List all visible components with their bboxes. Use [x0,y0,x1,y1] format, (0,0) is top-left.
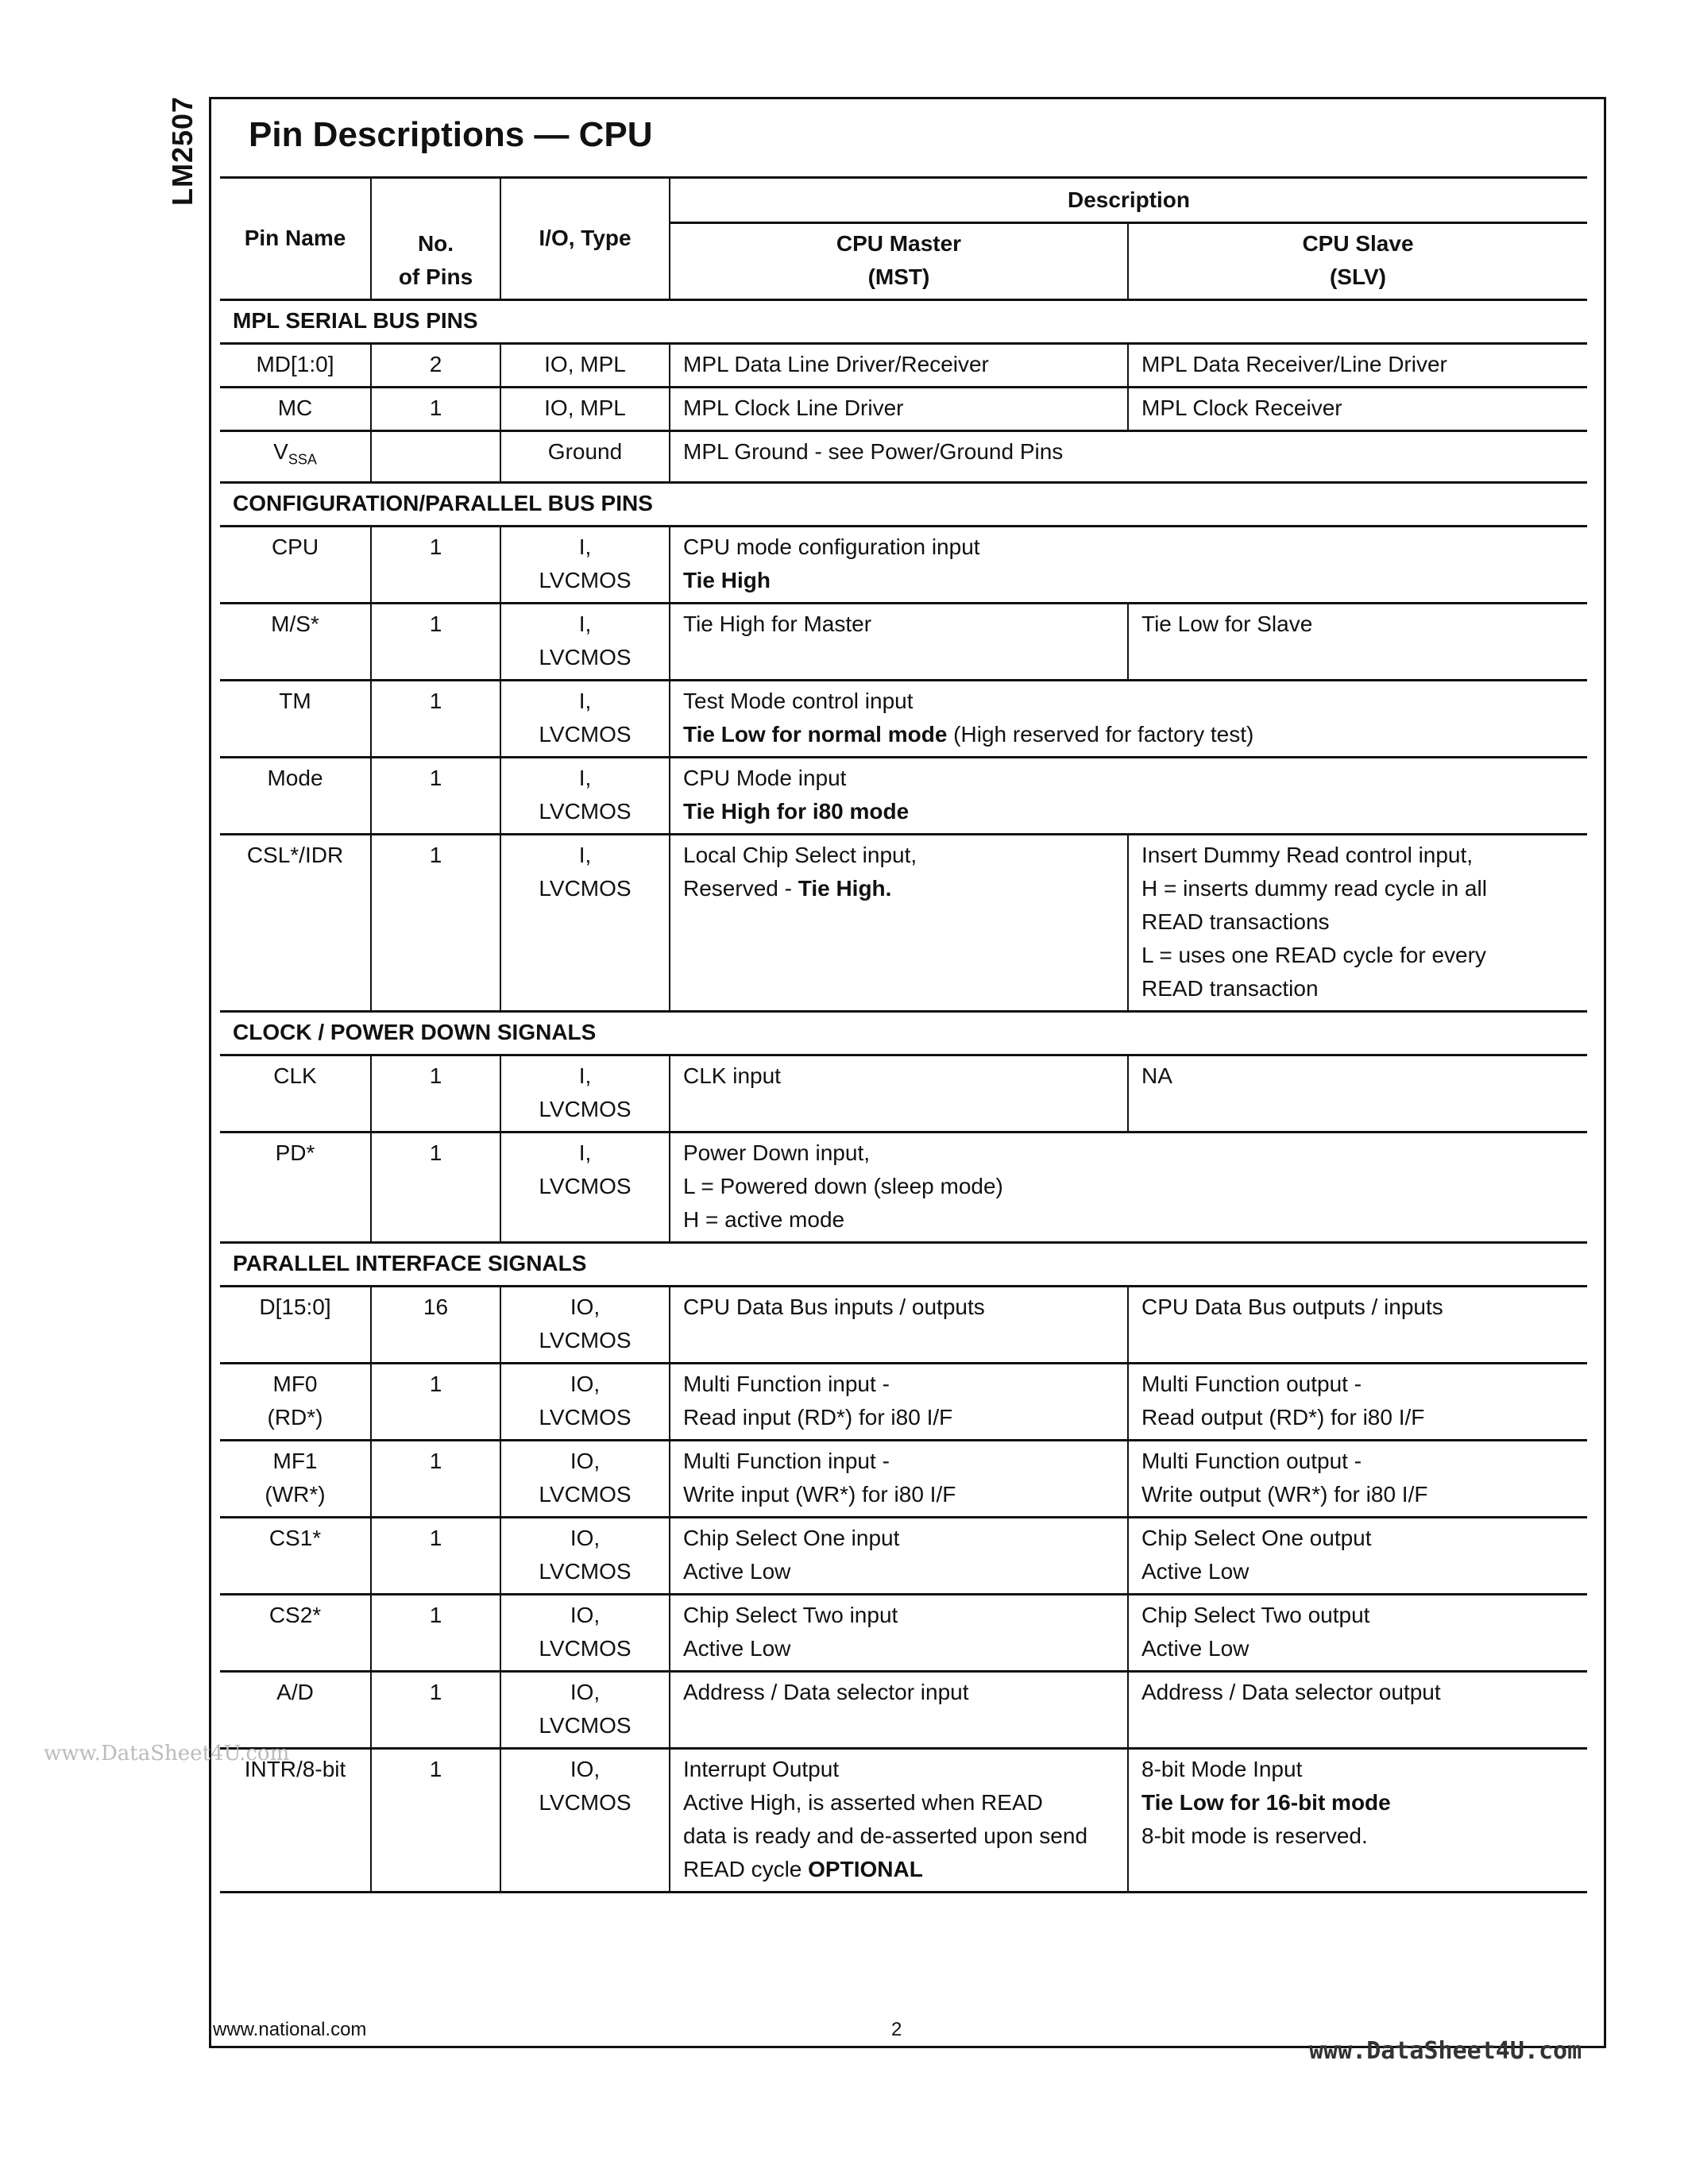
header-pin-name: Pin Name [220,178,371,300]
page-number: 2 [891,2019,902,2040]
table-row: $V_{SSA}$ Ground MPL Ground - see Power/Ground Pins [220,431,1587,483]
table-row: CS1* 1 IO, LVCMOS Chip Select One input Active Low Chip Select One output Active Low [220,1517,1587,1594]
footer-website: www.national.com [213,2019,367,2040]
table-row: TM 1 I, LVCMOS Test Mode control input Tie Low for normal mode (High reserved for factory test) [220,680,1587,757]
table-row: Mode 1 I, LVCMOS CPU Mode input Tie High for i80 mode [220,757,1587,834]
section-configuration-parallel-bus: CONFIGURATION/PARALLEL BUS PINS [220,482,1587,526]
header-num-pins: No. of Pins [371,178,500,300]
table-row: MF1 (WR*) 1 IO, LVCMOS Multi Function input - Write input (WR*) for i80 I/F Multi Function output - Write output (WR*) for i80 I/F [220,1440,1587,1517]
table-row: CLK 1 I, LVCMOS CLK input NA [220,1055,1587,1132]
table-row: PD* 1 I, LVCMOS Power Down input, L = Powered down (sleep mode) H = active mode [220,1132,1587,1242]
header-io-type: I/O, Type [500,178,670,300]
section-mpl-serial-bus: MPL SERIAL BUS PINS [220,300,1587,344]
table-row: MD[1:0] 2 IO, MPL MPL Data Line Driver/Receiver MPL Data Receiver/Line Driver [220,344,1587,388]
part-number-side-label: LM2507 [166,95,199,206]
table-row: CPU 1 I, LVCMOS CPU mode configuration input Tie High [220,526,1587,603]
footer-watermark-link: www.DataSheet4U.com [1309,2037,1582,2065]
table-row: A/D 1 IO, LVCMOS Address / Data selector input Address / Data selector output [220,1671,1587,1748]
section-parallel-interface: PARALLEL INTERFACE SIGNALS [220,1242,1587,1286]
pin-description-table [220,176,1587,1893]
table-row: CS2* 1 IO, LVCMOS Chip Select Two input Active Low Chip Select Two output Active Low [220,1594,1587,1671]
header-cpu-master: CPU Master (MST) [670,223,1128,300]
table-row: D[15:0] 16 IO, LVCMOS CPU Data Bus inputs / outputs CPU Data Bus outputs / inputs [220,1286,1587,1363]
table-row: INTR/8-bit 1 IO, LVCMOS Interrupt Output Active High, is asserted when READ data is ready and de-asserted upon send READ cycle OPTIONAL 8-bit Mode Input Tie Low for 16-bit mode 8-bit mode is reserved. [220,1748,1587,1892]
section-clock-power-down: CLOCK / POWER DOWN SIGNALS [220,1011,1587,1055]
table-row: MF0 (RD*) 1 IO, LVCMOS Multi Function input - Read input (RD*) for i80 I/F Multi Function output - Read output (RD*) for i80 I/F [220,1363,1587,1440]
header-description: Description [670,178,1587,223]
table-row: M/S* 1 I, LVCMOS Tie High for Master Tie Low for Slave [220,603,1587,680]
table-row: CSL*/IDR 1 I, LVCMOS Local Chip Select input, Reserved - Tie High. Insert Dummy Read control input, H = inserts dummy read cycle in all READ transactions L = uses one READ cycle for every READ transaction [220,834,1587,1011]
watermark: www.DataSheet4U.com [44,1742,290,1765]
table-row: MC 1 IO, MPL MPL Clock Line Driver MPL Clock Receiver [220,388,1587,431]
page-title: Pin Descriptions — CPU [249,115,653,154]
header-cpu-slave: CPU Slave (SLV) [1128,223,1587,300]
